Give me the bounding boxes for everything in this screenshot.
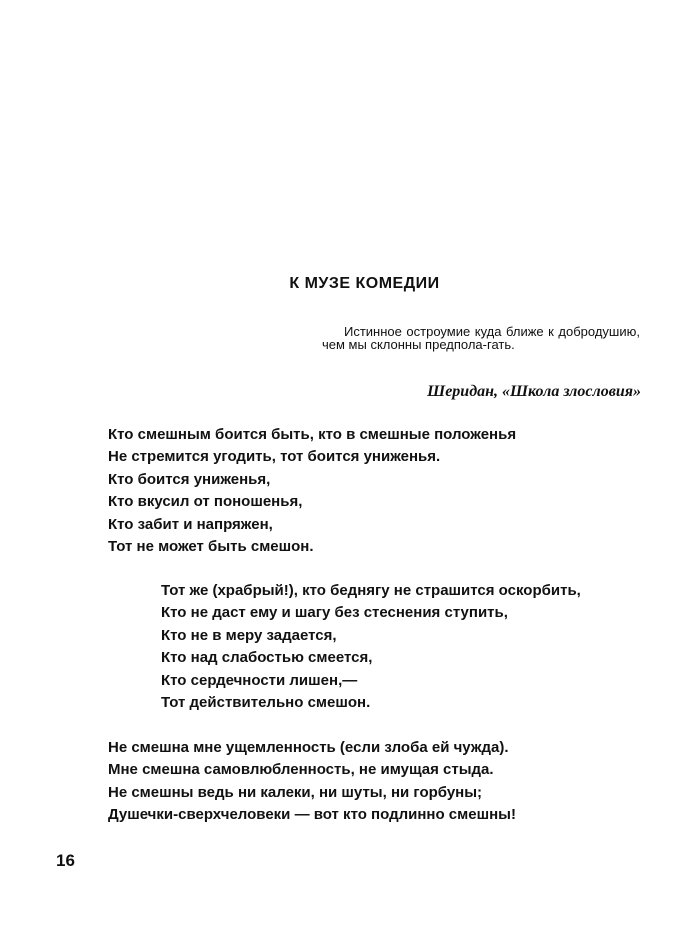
verse-line: Кто сердечности лишен,— <box>161 671 358 689</box>
page-number: 16 <box>56 851 75 870</box>
verse-line: Тот не может быть смешон. <box>108 538 314 556</box>
verse-line: Кто боится униженья, <box>108 470 271 488</box>
verse-line: Душечки-сверхчеловеки — вот кто подлинно смешны! <box>108 806 516 824</box>
verse-line: Тот же (храбрый!), кто беднягу не страшится оскорбить, <box>161 582 581 599</box>
verse-line: Кто смешным боится быть, кто в смешные положенья <box>108 426 517 443</box>
verse-line: Кто не в меру задается, <box>161 626 337 644</box>
poem-title: К МУЗЕ КОМЕДИИ <box>289 275 440 292</box>
stanza-1 <box>108 424 516 558</box>
epigraph-text: Истинное остроумие куда ближе к добродушию, чем мы склонны предпола-гать. <box>322 324 640 352</box>
stanza-2 <box>161 580 581 714</box>
stanza-3 <box>108 737 516 827</box>
epigraph-attribution: Шеридан, «Школа злословия» <box>427 383 641 400</box>
verse-line: Кто над слабостью смеется, <box>161 649 373 667</box>
verse-line: Тот действительно смешон. <box>161 694 371 712</box>
verse-line: Кто забит и напряжен, <box>108 515 273 533</box>
verse-line: Не стремится угодить, тот боится униженья. <box>108 448 441 466</box>
verse-line: Кто вкусил от поношенья, <box>108 493 303 511</box>
verse-line: Не смешна мне ущемленность (если злоба ей чужда). <box>108 739 509 756</box>
verse-line: Кто не даст ему и шагу без стеснения ступить, <box>161 604 508 622</box>
verse-line: Не смешны ведь ни калеки, ни шуты, ни горбуны; <box>108 783 483 801</box>
verse-line: Мне смешна самовлюбленность, не имущая стыда. <box>108 761 494 779</box>
